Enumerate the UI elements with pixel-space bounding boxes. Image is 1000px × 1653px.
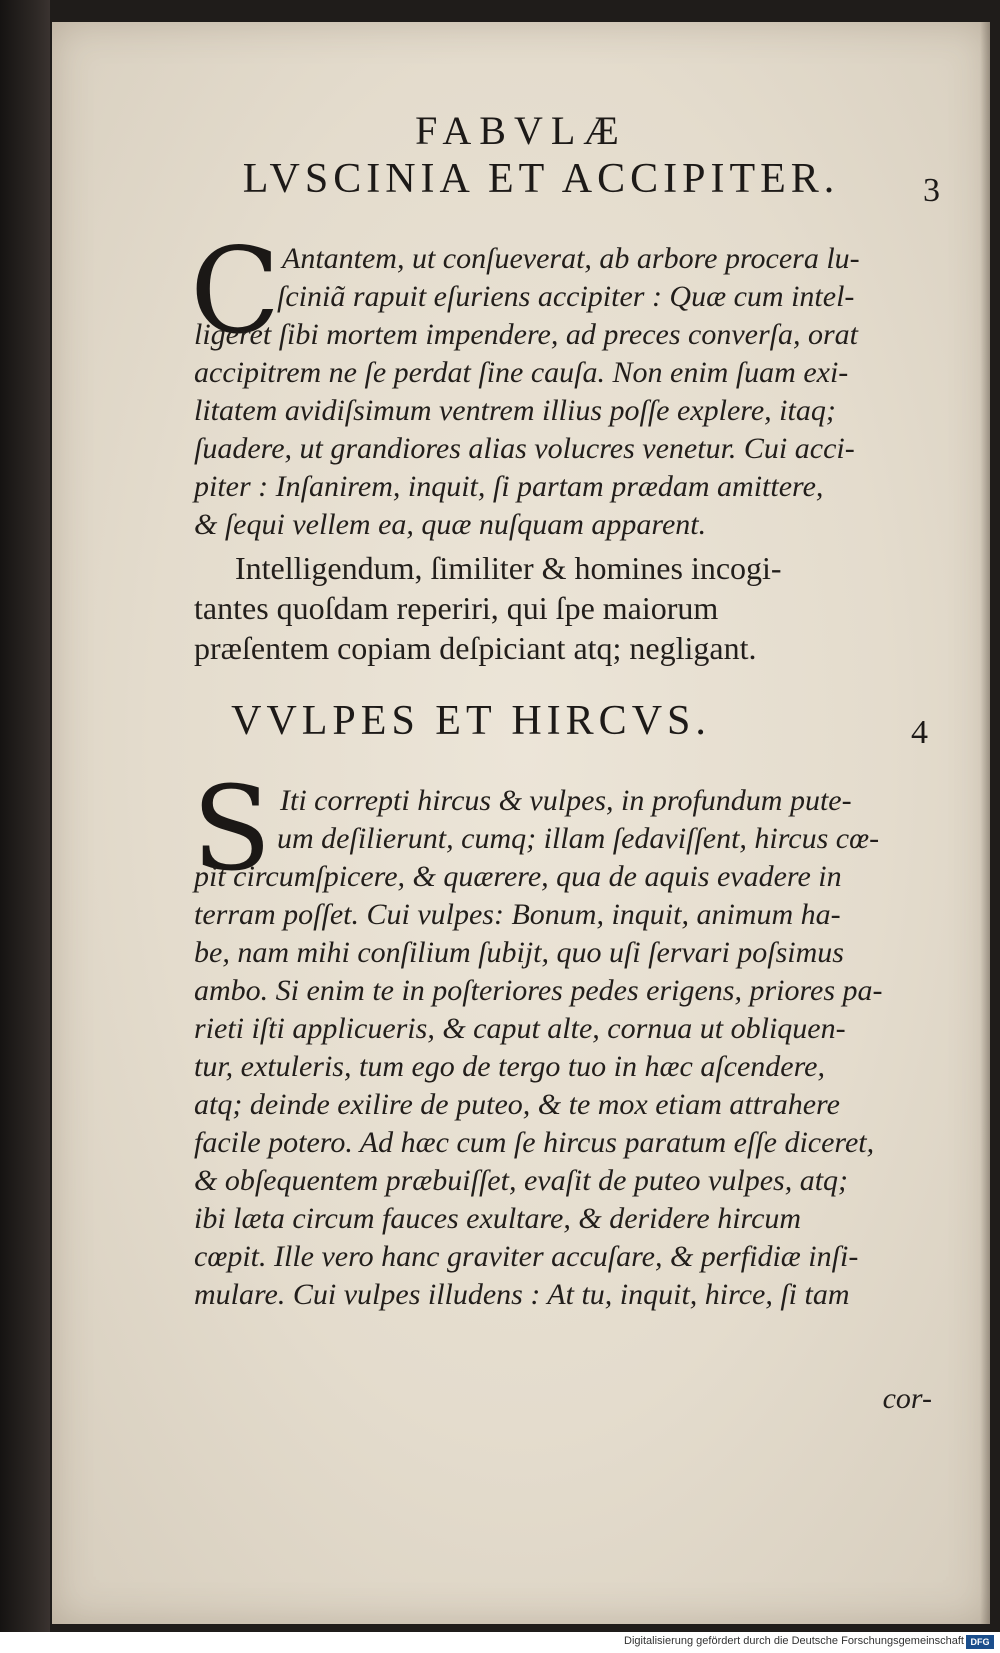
text-line: litatem avidiſsimum ventrem illius poſſe explere, itaq; bbox=[194, 394, 836, 427]
text-line: facile potero. Ad hæc cum ſe hircus paratum eſſe diceret, bbox=[194, 1126, 875, 1159]
text-line: tur, extuleris, tum ego de tergo tuo in hæc aſcendere, bbox=[194, 1050, 825, 1083]
text-line: ſciniã rapuit eſuriens accipiter : Quæ cum intel- bbox=[277, 280, 855, 313]
book-page bbox=[52, 22, 990, 1624]
fable-title-vulpes: VVLPES ET HIRCVS. bbox=[231, 698, 711, 744]
fable-title-luscinia: LVSCINIA ET ACCIPITER. bbox=[242, 156, 840, 202]
text-line: piter : Inſanirem, inquit, ſi partam prædam amittere, bbox=[194, 470, 824, 503]
text-line: be, nam mihi conſilium ſubijt, quo uſi ſervari poſsimus bbox=[194, 936, 844, 969]
page-edge-shadow bbox=[980, 22, 990, 1624]
running-head: FABVLÆ bbox=[415, 108, 627, 153]
text-line: terram poſſet. Cui vulpes: Bonum, inquit, animum ha- bbox=[194, 898, 841, 931]
moral-line: Intelligendum, ſimiliter & homines incogi- bbox=[235, 550, 782, 586]
text-line: pit circumſpicere, & quærere, qua de aquis evadere in bbox=[194, 860, 842, 893]
text-line: atq; deinde exilire de puteo, & te mox etiam attrahere bbox=[194, 1088, 840, 1121]
book-spine bbox=[0, 0, 50, 1632]
text-line: accipitrem ne ſe perdat ſine cauſa. Non enim ſuam exi- bbox=[194, 356, 849, 389]
footer-bar bbox=[0, 1632, 1000, 1653]
dfg-logo: DFG bbox=[966, 1635, 994, 1649]
moral-line: tantes quoſdam reperiri, qui ſpe maiorum bbox=[194, 590, 719, 626]
text-line: mulare. Cui vulpes illudens : At tu, inquit, hirce, ſi tam bbox=[194, 1278, 850, 1311]
text-line: rieti iſti applicueris, & caput alte, cornua ut obliquen- bbox=[194, 1012, 846, 1045]
text-line: cœpit. Ille vero hanc graviter accuſare, & perfidiæ inſi- bbox=[194, 1240, 859, 1273]
dropcap-s: S bbox=[192, 762, 272, 897]
text-line: Iti correpti hircus & vulpes, in profundum pute- bbox=[280, 784, 852, 817]
text-line: ligeret ſibi mortem impendere, ad preces converſa, orat bbox=[194, 318, 859, 351]
fable-number-3: 3 bbox=[923, 172, 940, 209]
text-line: & ſequi vellem ea, quæ nuſquam apparent. bbox=[194, 508, 707, 541]
moral-line: præſentem copiam deſpiciant atq; negligant. bbox=[194, 630, 757, 666]
footer-credit: Digitalisierung gefördert durch die Deutsche Forschungsgemeinschaft bbox=[624, 1635, 964, 1647]
dropcap-c: C bbox=[190, 222, 281, 360]
text-line: ſuadere, ut grandiores alias volucres venetur. Cui acci- bbox=[194, 432, 855, 465]
text-line: ibi læta circum fauces exultare, & deridere hircum bbox=[194, 1202, 802, 1235]
fable-number-4: 4 bbox=[911, 714, 928, 751]
text-line: ambo. Si enim te in poſteriores pedes erigens, priores pa- bbox=[194, 974, 883, 1007]
text-line: um deſilierunt, cumq; illam ſedaviſſent, hircus cœ- bbox=[277, 822, 880, 855]
text-line: & obſequentem præbuiſſet, evaſit de puteo vulpes, atq; bbox=[194, 1164, 849, 1197]
text-line: Antantem, ut conſueverat, ab arbore procera lu- bbox=[282, 242, 860, 275]
catchword: cor- bbox=[882, 1382, 932, 1415]
